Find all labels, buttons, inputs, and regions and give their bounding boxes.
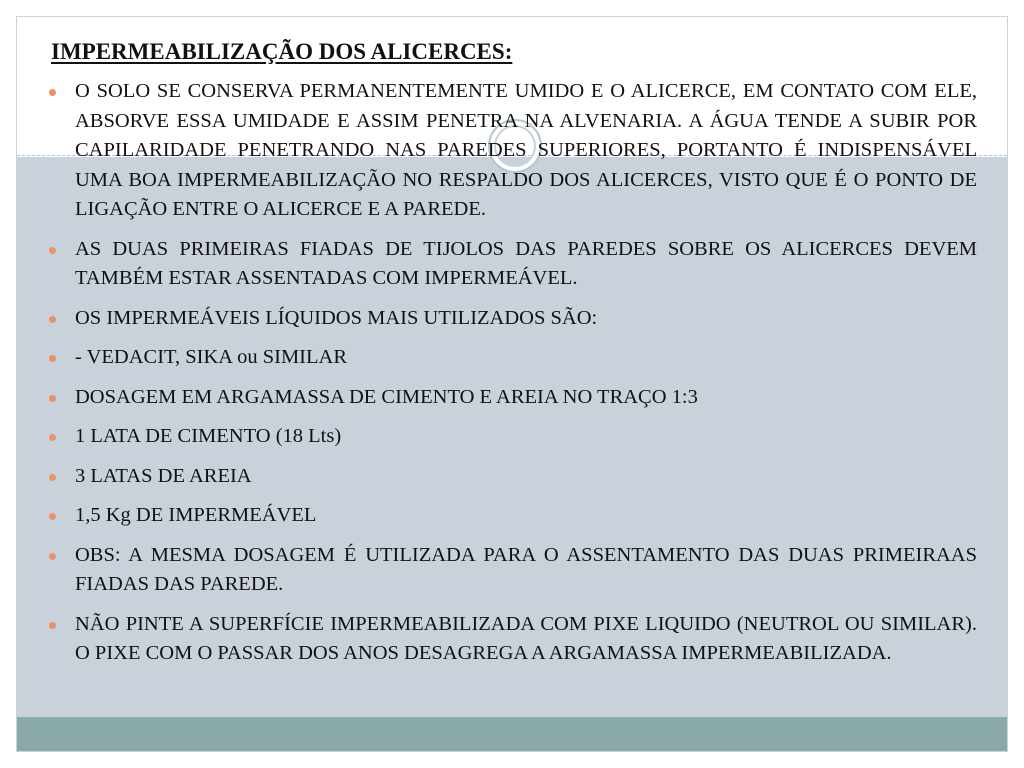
- bullet-text: NÃO PINTE A SUPERFÍCIE IMPERMEABILIZADA COM PIXE LIQUIDO (NEUTROL OU SIMILAR). O PIXE COM O PASSAR DOS ANOS DESAGREGA A ARGAMASSA IMPERMEABILIZADA.: [75, 612, 977, 664]
- bullet-text: 1,5 Kg DE IMPERMEÁVEL: [75, 504, 317, 526]
- bullet-item: [47, 541, 977, 600]
- bullet-item: [47, 422, 977, 452]
- bullet-item: [47, 304, 977, 334]
- bullet-text: - VEDACIT, SIKA ou SIMILAR: [75, 346, 348, 368]
- bullet-dot-icon: [49, 355, 56, 362]
- bullet-item: [47, 501, 977, 531]
- bullet-text: 1 LATA DE CIMENTO (18 Lts): [75, 425, 342, 447]
- bullet-text: O SOLO SE CONSERVA PERMANENTEMENTE UMIDO E O ALICERCE, EM CONTATO COM ELE, ABSORVE ESSA UMIDADE E ASSIM PENETRA NA ALVENARIA. A ÁGUA TENDE A SUBIR POR CAPILARIDADE PENETRANDO NAS PAREDES SUPERIORES, PORTANTO É INDISPENSÁVEL UMA BOA IMPERMEABILIZAÇÃO NO RESPALDO DOS ALICERCES, VISTO QUE É O PONTO DE LIGAÇÃO ENTRE O ALICERCE E A PAREDE.: [75, 80, 977, 220]
- bullet-dot-icon: [49, 513, 56, 520]
- bullet-dot-icon: [49, 247, 56, 254]
- bullet-text: OS IMPERMEÁVEIS LÍQUIDOS MAIS UTILIZADOS SÃO:: [75, 306, 598, 329]
- bullet-dot-icon: [49, 553, 56, 560]
- bullet-dot-icon: [49, 622, 56, 629]
- bullet-list: [47, 77, 977, 669]
- slide-content: [47, 77, 977, 679]
- bullet-dot-icon: [49, 395, 56, 402]
- bullet-text: AS DUAS PRIMEIRAS FIADAS DE TIJOLOS DAS PAREDES SOBRE OS ALICERCES DEVEM TAMBÉM ESTAR ASSENTADAS COM IMPERMEÁVEL.: [75, 237, 977, 289]
- bullet-text: 3 LATAS DE AREIA: [75, 464, 252, 487]
- bullet-dot-icon: [49, 474, 56, 481]
- bullet-item: [47, 383, 977, 413]
- bullet-item: [47, 343, 977, 373]
- bullet-dot-icon: [49, 89, 56, 96]
- bullet-item: [47, 610, 977, 669]
- slide-frame: [16, 16, 1008, 752]
- bullet-dot-icon: [49, 316, 56, 323]
- bullet-item: [47, 462, 977, 492]
- bullet-item: [47, 77, 977, 225]
- bullet-item: [47, 235, 977, 294]
- footer-band: [17, 717, 1007, 751]
- slide-title: IMPERMEABILIZAÇÃO DOS ALICERCES:: [51, 39, 513, 64]
- bullet-dot-icon: [49, 434, 56, 441]
- bullet-text: DOSAGEM EM ARGAMASSA DE CIMENTO E AREIA NO TRAÇO 1:3: [75, 385, 698, 408]
- bullet-text: OBS: A MESMA DOSAGEM É UTILIZADA PARA O ASSENTAMENTO DAS DUAS PRIMEIRAAS FIADAS DAS PAREDE.: [75, 543, 977, 595]
